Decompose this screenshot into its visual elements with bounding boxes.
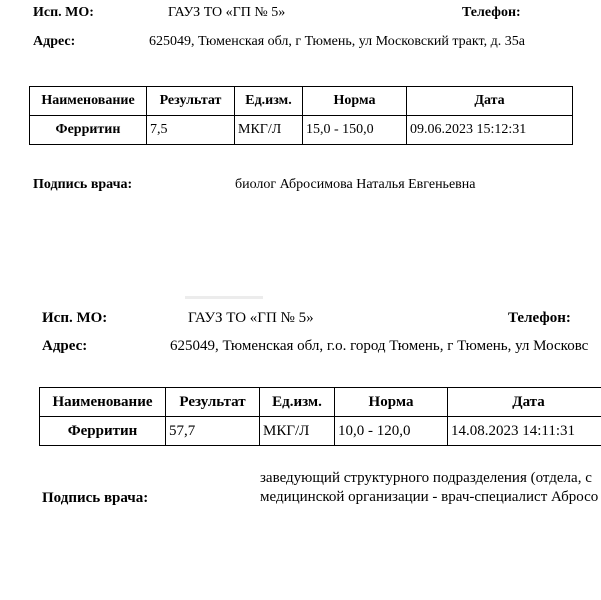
header-unit: Ед.изм. — [260, 388, 335, 417]
cell-unit: МКГ/Л — [260, 417, 335, 446]
cell-unit: МКГ/Л — [235, 116, 303, 145]
cell-norm: 15,0 - 150,0 — [303, 116, 407, 145]
scan-artifact — [185, 296, 263, 299]
cell-result: 7,5 — [147, 116, 235, 145]
mo-value: ГАУЗ ТО «ГП № 5» — [188, 310, 314, 326]
signature-label: Подпись врача: — [33, 177, 133, 192]
mo-value: ГАУЗ ТО «ГП № 5» — [168, 5, 286, 20]
results-table — [39, 387, 601, 446]
address-label: Адрес: — [42, 338, 88, 354]
header-date: Дата — [448, 388, 601, 417]
cell-norm: 10,0 - 120,0 — [335, 417, 448, 446]
address-label: Адрес: — [33, 34, 76, 49]
cell-date: 14.08.2023 14:11:31 — [448, 417, 601, 446]
signature-line-1: заведующий структурного подразделения (отдела, с — [260, 470, 592, 486]
phone-label: Телефон: — [462, 5, 521, 20]
table-header-row — [40, 388, 601, 417]
header-unit: Ед.изм. — [235, 87, 303, 116]
results-table — [29, 86, 573, 145]
header-date: Дата — [407, 87, 573, 116]
header-result: Результат — [147, 87, 235, 116]
table-row — [30, 116, 573, 145]
mo-label: Исп. МО: — [33, 5, 94, 20]
header-name: Наименование — [30, 87, 147, 116]
signature-value: биолог Абросимова Наталья Евгеньевна — [235, 177, 476, 192]
header-norm: Норма — [335, 388, 448, 417]
header-result: Результат — [166, 388, 260, 417]
signature-line-2: медицинской организации - врач-специалист Абросо — [260, 489, 599, 505]
table-header-row — [30, 87, 573, 116]
mo-label: Исп. МО: — [42, 310, 108, 326]
header-name: Наименование — [40, 388, 166, 417]
signature-label: Подпись врача: — [42, 490, 149, 506]
cell-date: 09.06.2023 15:12:31 — [407, 116, 573, 145]
cell-name: Ферритин — [30, 116, 147, 145]
phone-label: Телефон: — [508, 310, 571, 326]
cell-name: Ферритин — [40, 417, 166, 446]
table-row — [40, 417, 601, 446]
address-value: 625049, Тюменская обл, г.о. город Тюмень, г Тюмень, ул Московс — [170, 338, 589, 354]
address-value: 625049, Тюменская обл, г Тюмень, ул Московский тракт, д. 35а — [149, 34, 525, 49]
cell-result: 57,7 — [166, 417, 260, 446]
header-norm: Норма — [303, 87, 407, 116]
